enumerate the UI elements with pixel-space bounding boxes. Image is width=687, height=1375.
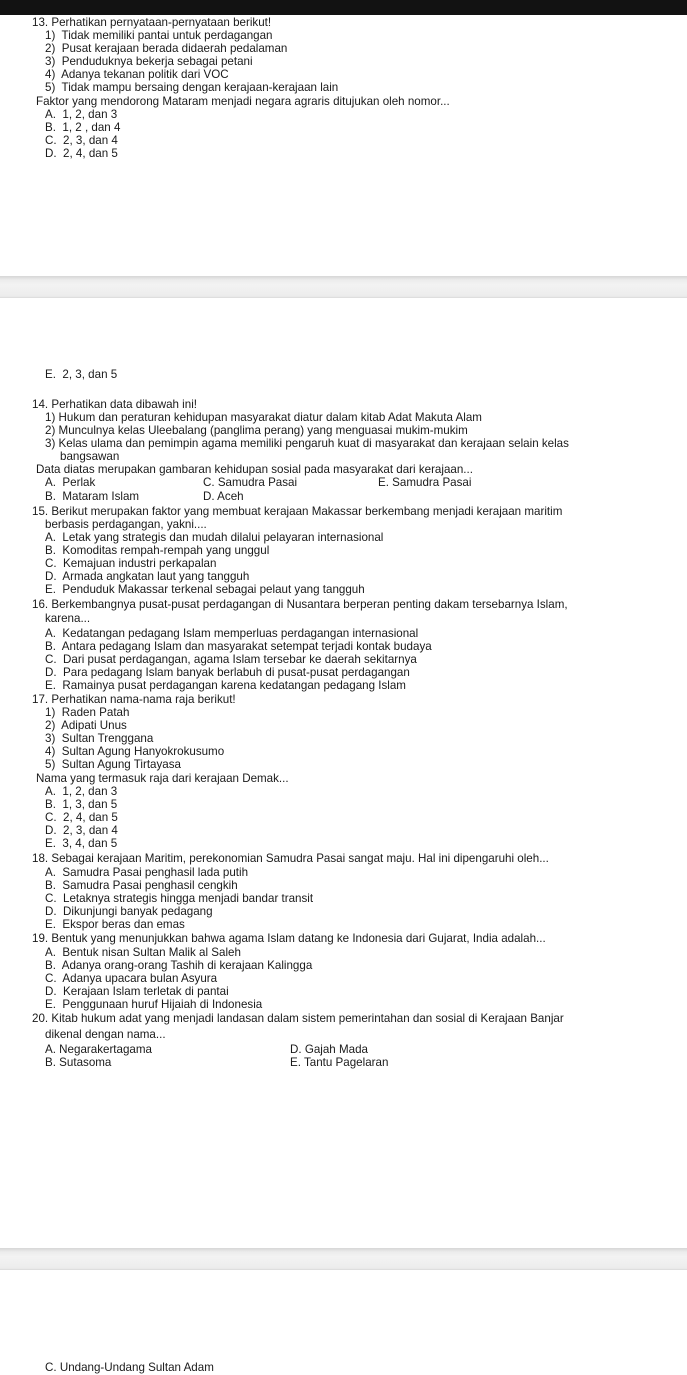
answer-option: E. Penduduk Makassar terkenal sebagai pelaut yang tangguh [45,583,365,596]
answer-option: D. 2, 4, dan 5 [45,147,118,160]
list-item: 5) Sultan Agung Tirtayasa [45,758,181,771]
question-stem: 18. Sebagai kerajaan Maritim, perekonomian Samudra Pasai sangat maju. Hal ini dipengaruhi oleh... [32,852,549,865]
question-stem-continuation: karena... [45,612,91,625]
question-stem: 17. Perhatikan nama-nama raja berikut! [32,693,236,706]
page-break [0,1248,687,1270]
answer-option: C. Kemajuan industri perkapalan [45,557,217,570]
answer-option: B. Komoditas rempah-rempah yang unggul [45,544,270,557]
list-item: 2) Adipati Unus [45,719,127,732]
answer-option: E. Ekspor beras dan emas [45,918,185,931]
answer-option: A. Samudra Pasai penghasil lada putih [45,866,249,879]
list-item: 1) Hukum dan peraturan kehidupan masyarakat diatur dalam kitab Adat Makuta Alam [45,411,482,424]
question-stem: 14. Perhatikan data dibawah ini! [32,398,198,411]
answer-option: A. Bentuk nisan Sultan Malik al Saleh [45,946,241,959]
question-stem-continuation: berbasis perdagangan, yakni.... [45,518,207,531]
answer-option: B. Adanya orang-orang Tashih di kerajaan Kalingga [45,959,313,972]
answer-option: A. Letak yang strategis dan mudah dilalui pelayaran internasional [45,531,384,544]
list-item: 3) Penduduknya bekerja sebagai petani [45,55,253,68]
list-item-continuation: bangsawan [60,450,120,463]
list-item: 1) Raden Patah [45,706,130,719]
question-text: Nama yang termasuk raja dari kerajaan Demak... [36,772,289,785]
status-bar [0,0,687,15]
question-text: Data diatas merupakan gambaran kehidupan sosial pada masyarakat dari kerajaan... [36,463,473,476]
answer-option: A. 1, 2, dan 3 [45,108,118,121]
answer-option: E. 3, 4, dan 5 [45,837,118,850]
answer-option: D. Dikunjungi banyak pedagang [45,905,213,918]
answer-option: C. Dari pusat perdagangan, agama Islam tersebar ke daerah sekitarnya [45,653,417,666]
answer-option: E. 2, 3, dan 5 [45,368,118,381]
answer-option: E. Samudra Pasai [378,476,472,489]
question-stem: 19. Bentuk yang menunjukkan bahwa agama Islam datang ke Indonesia dari Gujarat, India adalah... [32,932,546,945]
answer-option: D. 2, 3, dan 4 [45,824,118,837]
answer-option: A. 1, 2, dan 3 [45,785,118,798]
answer-option: B. Antara pedagang Islam dan masyarakat setempat terjadi kontak budaya [45,640,432,653]
list-item: 3) Kelas ulama dan pemimpin agama memiliki pengaruh kuat di masyarakat dan kerajaan selain kelas [45,437,569,450]
answer-option: C. Undang-Undang Sultan Adam [45,1361,214,1374]
question-stem: 16. Berkembangnya pusat-pusat perdagangan di Nusantara berperan penting dakam tersebarnya Islam, [32,598,568,611]
list-item: 1) Tidak memiliki pantai untuk perdagangan [45,29,273,42]
answer-option: D. Para pedagang Islam banyak berlabuh di pusat-pusat perdagangan [45,666,410,679]
page-break [0,276,687,298]
list-item: 2) Munculnya kelas Uleebalang (panglima perang) yang menguasai mukim-mukim [45,424,468,437]
answer-option: D. Gajah Mada [290,1043,368,1056]
list-item: 4) Adanya tekanan politik dari VOC [45,68,229,81]
question-stem: 13. Perhatikan pernyataan-pernyataan berikut! [32,16,272,29]
answer-option: A. Negarakertagama [45,1043,152,1056]
question-stem-continuation: dikenal dengan nama... [45,1028,166,1041]
answer-option: C. Adanya upacara bulan Asyura [45,972,218,985]
question-stem: 20. Kitab hukum adat yang menjadi landasan dalam sistem pemerintahan dan sosial di Kerajaan Banjar [32,1012,564,1025]
list-item: 5) Tidak mampu bersaing dengan kerajaan-kerajaan lain [45,81,339,94]
answer-option: C. 2, 4, dan 5 [45,811,118,824]
list-item: 4) Sultan Agung Hanyokrokusumo [45,745,225,758]
answer-option: B. Mataram Islam [45,490,140,503]
answer-option: D. Armada angkatan laut yang tangguh [45,570,250,583]
answer-option: C. Letaknya strategis hingga menjadi bandar transit [45,892,314,905]
answer-option: B. 1, 3, dan 5 [45,798,118,811]
answer-option: D. Kerajaan Islam terletak di pantai [45,985,229,998]
answer-option: E. Ramainya pusat perdagangan karena kedatangan pedagang Islam [45,679,406,692]
answer-option: E. Tantu Pagelaran [290,1056,389,1069]
question-stem: 15. Berikut merupakan faktor yang membuat kerajaan Makassar berkembang menjadi kerajaan maritim [32,505,563,518]
answer-option: B. Sutasoma [45,1056,112,1069]
answer-option: E. Penggunaan huruf Hijaiah di Indonesia [45,998,263,1011]
answer-option: C. Samudra Pasai [203,476,298,489]
answer-option: A. Perlak [45,476,96,489]
answer-option: B. Samudra Pasai penghasil cengkih [45,879,238,892]
answer-option: C. 2, 3, dan 4 [45,134,118,147]
question-text: Faktor yang mendorong Mataram menjadi negara agraris ditujukan oleh nomor... [36,95,450,108]
answer-option: A. Kedatangan pedagang Islam memperluas perdagangan internasional [45,627,419,640]
answer-option: B. 1, 2 , dan 4 [45,121,121,134]
list-item: 2) Pusat kerajaan berada didaerah pedalaman [45,42,288,55]
list-item: 3) Sultan Trenggana [45,732,154,745]
answer-option: D. Aceh [203,490,244,503]
